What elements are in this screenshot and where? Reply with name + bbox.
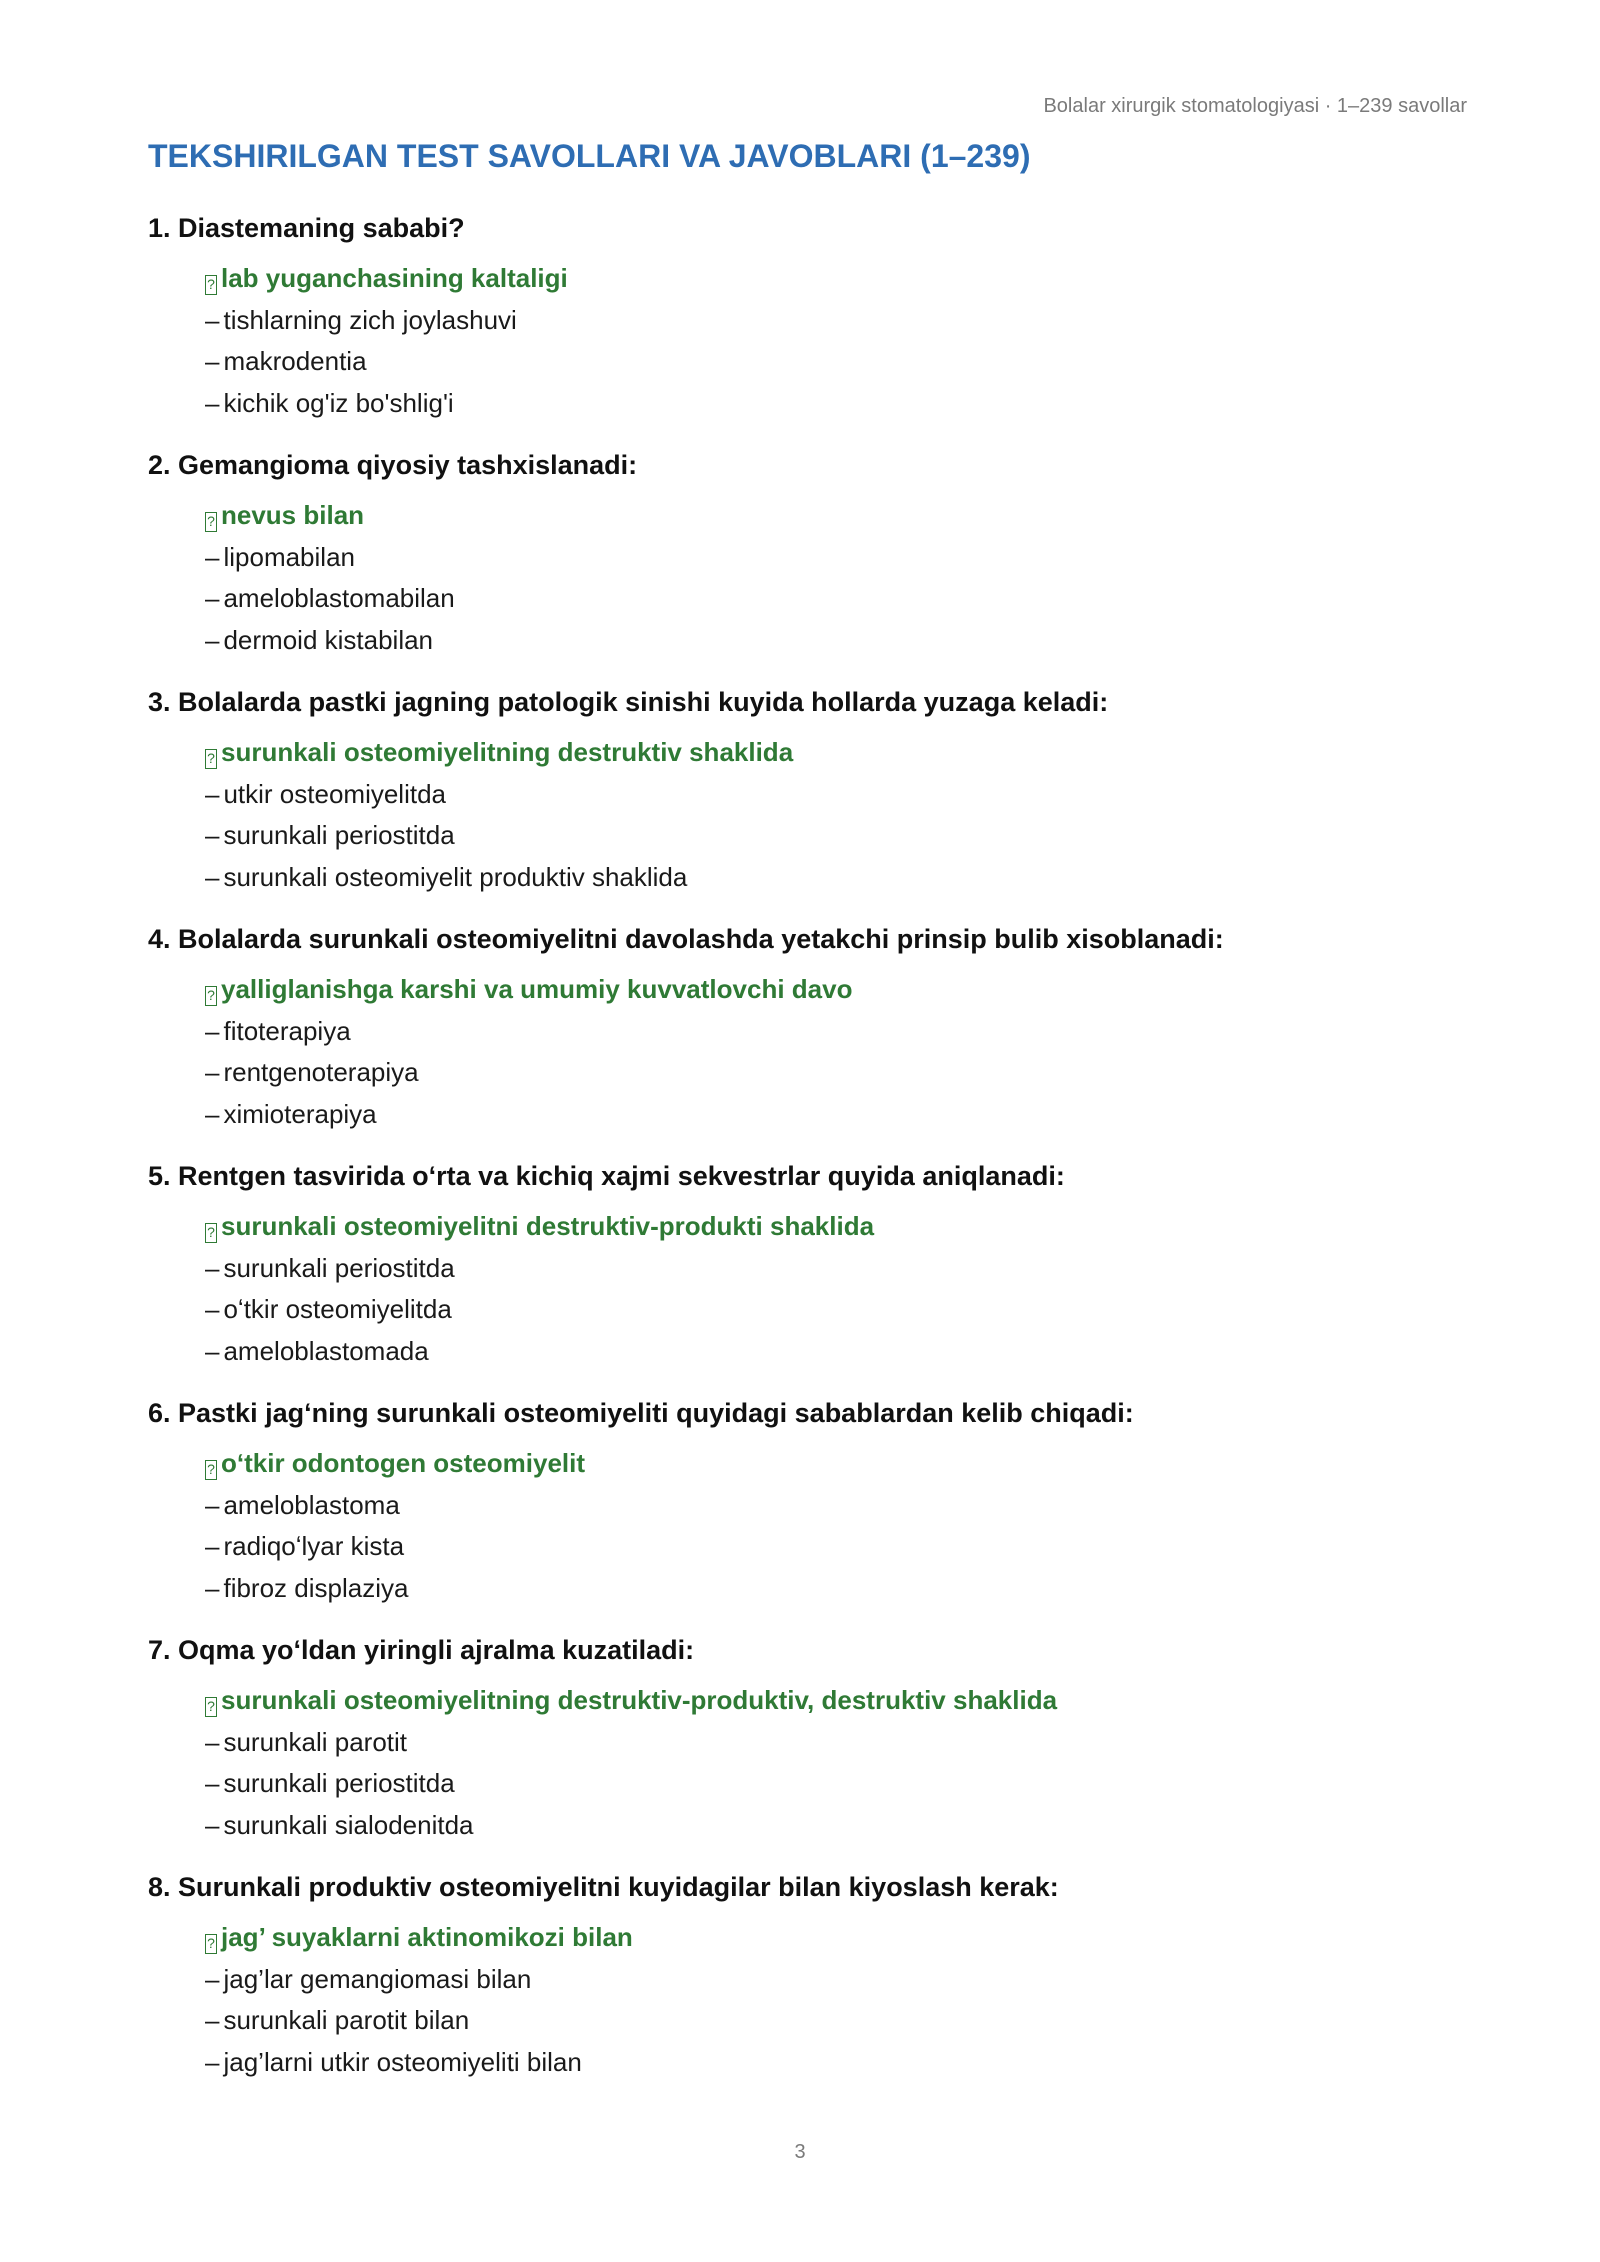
answer-option — [205, 620, 1448, 662]
dash-bullet-icon: – — [205, 2005, 220, 2035]
answer-text: surunkali periostitda — [223, 1768, 455, 1798]
answer-option — [205, 1485, 1448, 1527]
answer-list — [148, 495, 1448, 661]
answer-text: ameloblastoma — [223, 1489, 400, 1520]
dash-bullet-icon: – — [205, 1531, 220, 1561]
answer-option — [205, 774, 1448, 816]
question-text: 4. Bolalarda surunkali osteomiyelitni davolashda yetakchi prinsip bulib xisoblanadi: — [148, 924, 1224, 954]
answer-text: fibroz displaziya — [223, 1572, 409, 1603]
dash-bullet-icon: – — [205, 1489, 220, 1520]
dash-bullet-icon: – — [205, 1726, 220, 1757]
dash-bullet-icon: – — [205, 1015, 220, 1046]
dash-bullet-icon: – — [205, 541, 220, 572]
answer-text: oʻtkir osteomiyelitda — [223, 1294, 452, 1324]
dash-bullet-icon: – — [205, 2046, 220, 2077]
answer-list — [148, 258, 1448, 424]
answer-option — [205, 815, 1448, 857]
correct-answer — [205, 258, 1448, 300]
answer-option — [205, 1331, 1448, 1373]
correct-mark-icon: ? — [205, 1460, 217, 1480]
answer-list — [148, 1917, 1448, 2083]
answer-text: oʻtkir odontogen osteomiyelit — [221, 1448, 586, 1478]
answer-option — [205, 1722, 1448, 1764]
dash-bullet-icon: – — [205, 583, 220, 613]
correct-answer — [205, 1680, 1448, 1722]
answer-text: surunkali sialodenitda — [223, 1809, 474, 1840]
answer-text: lipomabilan — [223, 541, 355, 572]
correct-answer — [205, 1917, 1448, 1959]
answer-list — [148, 732, 1448, 898]
correct-answer — [205, 732, 1448, 774]
dash-bullet-icon: – — [205, 1098, 220, 1129]
answer-text: surunkali osteomiyelitni destruktiv-produkti shaklida — [221, 1211, 875, 1241]
correct-mark-icon: ? — [205, 1223, 217, 1243]
answer-text: surunkali parotit bilan — [223, 2005, 470, 2035]
answer-option — [205, 300, 1448, 342]
dash-bullet-icon: – — [205, 1294, 220, 1324]
answer-text: fitoterapiya — [223, 1015, 351, 1046]
answer-list — [148, 969, 1448, 1135]
answer-option — [205, 341, 1448, 383]
answer-text: tishlarning zich joylashuvi — [223, 304, 517, 335]
answer-text: surunkali periostitda — [223, 1252, 455, 1283]
answer-option — [205, 857, 1448, 899]
answer-option — [205, 1248, 1448, 1290]
answer-text: surunkali osteomiyelitning destruktiv shaklida — [221, 737, 794, 767]
answer-text: ximioterapiya — [223, 1098, 377, 1129]
answer-option — [205, 1011, 1448, 1053]
question-block — [148, 1867, 1448, 2104]
question-block — [148, 445, 1448, 682]
answer-text: surunkali parotit — [223, 1726, 408, 1757]
question-block — [148, 682, 1448, 919]
dash-bullet-icon: – — [205, 1768, 220, 1798]
answer-option — [205, 1568, 1448, 1610]
dash-bullet-icon: – — [205, 820, 220, 850]
correct-mark-icon: ? — [205, 1934, 217, 1954]
answer-option — [205, 1763, 1448, 1805]
correct-answer — [205, 495, 1448, 537]
answer-text: kichik og'iz bo'shlig'i — [223, 387, 454, 418]
question-text: 5. Rentgen tasvirida oʻrta va kichiq xajmi sekvestrlar quyida aniqlanadi: — [148, 1161, 1065, 1191]
question-text: 2. Gemangioma qiyosiy tashxislanadi: — [148, 450, 638, 480]
correct-mark-icon: ? — [205, 512, 217, 532]
document-title: TEKSHIRILGAN TEST SAVOLLARI VA JAVOBLARI (1–239) — [148, 138, 1031, 174]
running-header: Bolalar xirurgik stomatologiyasi · 1–239 savollar — [1043, 95, 1467, 117]
correct-answer — [205, 969, 1448, 1011]
answer-option — [205, 1526, 1448, 1568]
dash-bullet-icon: – — [205, 1572, 220, 1603]
question-text: 7. Oqma yoʻldan yiringli ajralma kuzatiladi: — [148, 1635, 695, 1665]
question-block — [148, 1630, 1448, 1867]
question-text: 3. Bolalarda pastki jagning patologik sinishi kuyida hollarda yuzaga keladi: — [148, 687, 1109, 717]
answer-list — [148, 1680, 1448, 1846]
answer-option — [205, 1289, 1448, 1331]
correct-mark-icon: ? — [205, 986, 217, 1006]
answer-option — [205, 2000, 1448, 2042]
question-text: 1. Diastemaning sababi? — [148, 213, 465, 243]
question-block — [148, 208, 1448, 445]
answer-list — [148, 1443, 1448, 1609]
dash-bullet-icon: – — [205, 778, 220, 809]
answer-option — [205, 1805, 1448, 1847]
answer-option — [205, 1052, 1448, 1094]
correct-mark-icon: ? — [205, 275, 217, 295]
question-text: 8. Surunkali produktiv osteomiyelitni kuyidagilar bilan kiyoslash kerak: — [148, 1872, 1059, 1902]
answer-text: lab yuganchasining kaltaligi — [221, 263, 568, 293]
answer-option — [205, 2042, 1448, 2084]
dash-bullet-icon: – — [205, 1252, 220, 1283]
question-block — [148, 1156, 1448, 1393]
answer-text: radiqoʻlyar kista — [223, 1531, 405, 1561]
answer-text: jag’ suyaklarni aktinomikozi bilan — [221, 1922, 633, 1952]
dash-bullet-icon: – — [205, 1335, 220, 1366]
question-block — [148, 1393, 1448, 1630]
dash-bullet-icon: – — [205, 1057, 220, 1087]
dash-bullet-icon: – — [205, 387, 220, 418]
answer-text: surunkali periostitda — [223, 820, 455, 850]
dash-bullet-icon: – — [205, 624, 220, 655]
answer-text: dermoid kistabilan — [223, 624, 434, 655]
answer-option — [205, 1094, 1448, 1136]
correct-mark-icon: ? — [205, 749, 217, 769]
dash-bullet-icon: – — [205, 346, 220, 376]
answer-text: yalliglanishga karshi va umumiy kuvvatlovchi davo — [221, 974, 853, 1004]
dash-bullet-icon: – — [205, 861, 220, 892]
answer-text: makrodentia — [223, 346, 367, 376]
dash-bullet-icon: – — [205, 304, 220, 335]
correct-mark-icon: ? — [205, 1697, 217, 1717]
answer-text: jag’larni utkir osteomiyeliti bilan — [223, 2046, 582, 2077]
answer-text: jag’lar gemangiomasi bilan — [223, 1963, 532, 1994]
answer-option — [205, 578, 1448, 620]
answer-option — [205, 1959, 1448, 2001]
correct-answer — [205, 1206, 1448, 1248]
dash-bullet-icon: – — [205, 1809, 220, 1840]
answer-text: surunkali osteomiyelitning destruktiv-produktiv, destruktiv shaklida — [221, 1685, 1058, 1715]
answer-option — [205, 383, 1448, 425]
answer-text: nevus bilan — [221, 500, 365, 530]
answer-option — [205, 537, 1448, 579]
question-text: 6. Pastki jagʻning surunkali osteomiyeliti quyidagi sabablardan kelib chiqadi: — [148, 1398, 1134, 1428]
answer-text: utkir osteomiyelitda — [223, 778, 447, 809]
question-block — [148, 919, 1448, 1156]
answer-text: ameloblastomabilan — [223, 583, 455, 613]
answer-text: surunkali osteomiyelit produktiv shaklida — [223, 861, 688, 892]
page-number: 3 — [794, 2141, 806, 2163]
answer-text: ameloblastomada — [223, 1335, 429, 1366]
dash-bullet-icon: – — [205, 1963, 220, 1994]
answer-text: rentgenoterapiya — [223, 1057, 419, 1087]
answer-list — [148, 1206, 1448, 1372]
question-list — [148, 208, 1448, 2104]
correct-answer — [205, 1443, 1448, 1485]
